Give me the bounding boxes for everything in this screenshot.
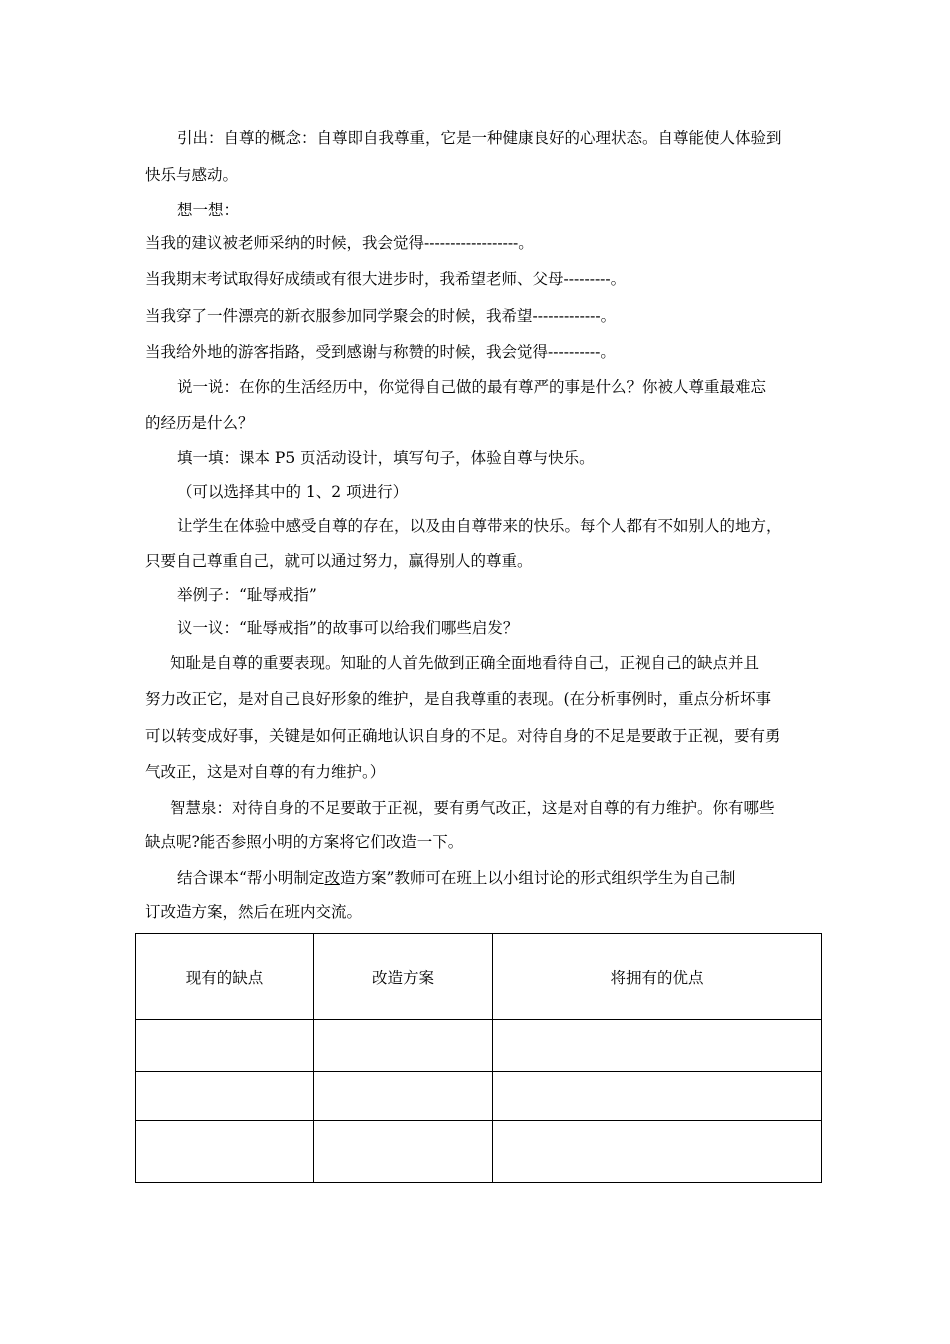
let-line-2: 只要自己尊重自己，就可以通过努力，赢得别人的尊重。 xyxy=(145,552,533,570)
table-cell[interactable] xyxy=(493,1072,822,1121)
combine-line-2: 订改造方案，然后在班内交流。 xyxy=(145,903,363,921)
header-improvement-plan: 改造方案 xyxy=(314,934,493,1020)
table-cell[interactable] xyxy=(314,1072,493,1121)
shame-line-3: 可以转变成好事，关键是如何正确地认识自身的不足。对待自身的不足是要敢于正视，要有勇 xyxy=(145,727,781,745)
example-line: 举例子：“耻辱戒指” xyxy=(177,586,317,604)
question-4-end: 。 xyxy=(600,343,616,361)
let-line-1: 让学生在体验中感受自尊的存在，以及由自尊带来的快乐。每个人都有不如别人的地方， xyxy=(177,517,782,535)
intro-line-2: 快乐与感动。 xyxy=(145,166,239,184)
combine-line-1-end: 造方案”教师可在班上以小组讨论的形式组织学生为自己制 xyxy=(339,869,736,887)
table-row xyxy=(136,1020,822,1072)
combine-line-1 xyxy=(177,868,735,888)
question-1-end: 。 xyxy=(518,234,534,252)
combine-underlined-char: 改 xyxy=(324,869,340,887)
header-current-shortcomings: 现有的缺点 xyxy=(136,934,314,1020)
table-cell[interactable] xyxy=(136,1072,314,1121)
table-cell[interactable] xyxy=(493,1121,822,1183)
question-2-text: 当我期末考试取得好成绩或有很大进步时，我希望老师、父母 xyxy=(145,270,564,288)
question-3-end: 。 xyxy=(600,307,617,325)
table-cell[interactable] xyxy=(314,1121,493,1183)
shame-line-2: 努力改正它，是对自己良好形象的维护，是自我尊重的表现。(在分析事例时，重点分析坏事 xyxy=(145,690,772,708)
intro-line-1: 引出：自尊的概念：自尊即自我尊重，它是一种健康良好的心理状态。自尊能使人体验到 xyxy=(177,129,782,147)
question-2-blank: --------- xyxy=(563,270,611,288)
think-heading: 想一想： xyxy=(177,201,240,219)
wisdom-line-2: 缺点呢?能否参照小明的方案将它们改造一下。 xyxy=(145,833,464,851)
wisdom-line-1: 智慧泉：对待自身的不足要敢于正视，要有勇气改正，这是对自尊的有力维护。你有哪些 xyxy=(170,799,775,817)
table-header-row xyxy=(136,934,822,1020)
say-line-1: 说一说：在你的生活经历中，你觉得自己做的最有尊严的事是什么？你被人尊重最难忘 xyxy=(177,378,767,396)
shame-line-4: 气改正，这是对自尊的有力维护。） xyxy=(145,763,386,781)
discuss-line: 议一议：“耻辱戒指”的故事可以给我们哪些启发？ xyxy=(177,619,519,637)
table-cell[interactable] xyxy=(314,1020,493,1072)
question-4-text: 当我给外地的游客指路，受到感谢与称赞的时候，我会觉得 xyxy=(145,343,549,361)
fill-note: （可以选择其中的 1、2 项进行） xyxy=(177,483,409,501)
question-1-text: 当我的建议被老师采纳的时候，我会觉得 xyxy=(145,234,425,252)
question-2 xyxy=(145,269,626,289)
combine-line-1-start: 结合课本“帮小明制定 xyxy=(177,869,325,887)
question-2-end: 。 xyxy=(610,270,627,288)
question-3-blank: ------------- xyxy=(532,307,601,325)
improvement-plan-table xyxy=(135,933,822,1183)
table-cell[interactable] xyxy=(493,1020,822,1072)
shame-line-1: 知耻是自尊的重要表现。知耻的人首先做到正确全面地看待自己，正视自己的缺点并且 xyxy=(170,654,760,672)
table-cell[interactable] xyxy=(136,1020,314,1072)
table-cell[interactable] xyxy=(136,1121,314,1183)
table-row xyxy=(136,1121,822,1183)
question-3-text: 当我穿了一件漂亮的新衣服参加同学聚会的时候，我希望 xyxy=(145,307,533,325)
question-4 xyxy=(145,342,616,362)
header-future-strengths: 将拥有的优点 xyxy=(493,934,822,1020)
question-4-blank: ---------- xyxy=(548,343,601,361)
table-row xyxy=(136,1072,822,1121)
fill-line: 填一填：课本 P5 页活动设计，填写句子，体验自尊与快乐。 xyxy=(177,449,595,467)
question-1-blank: ------------------ xyxy=(424,234,519,252)
say-line-2: 的经历是什么？ xyxy=(145,414,254,432)
question-1 xyxy=(145,233,534,253)
question-3 xyxy=(145,306,616,326)
